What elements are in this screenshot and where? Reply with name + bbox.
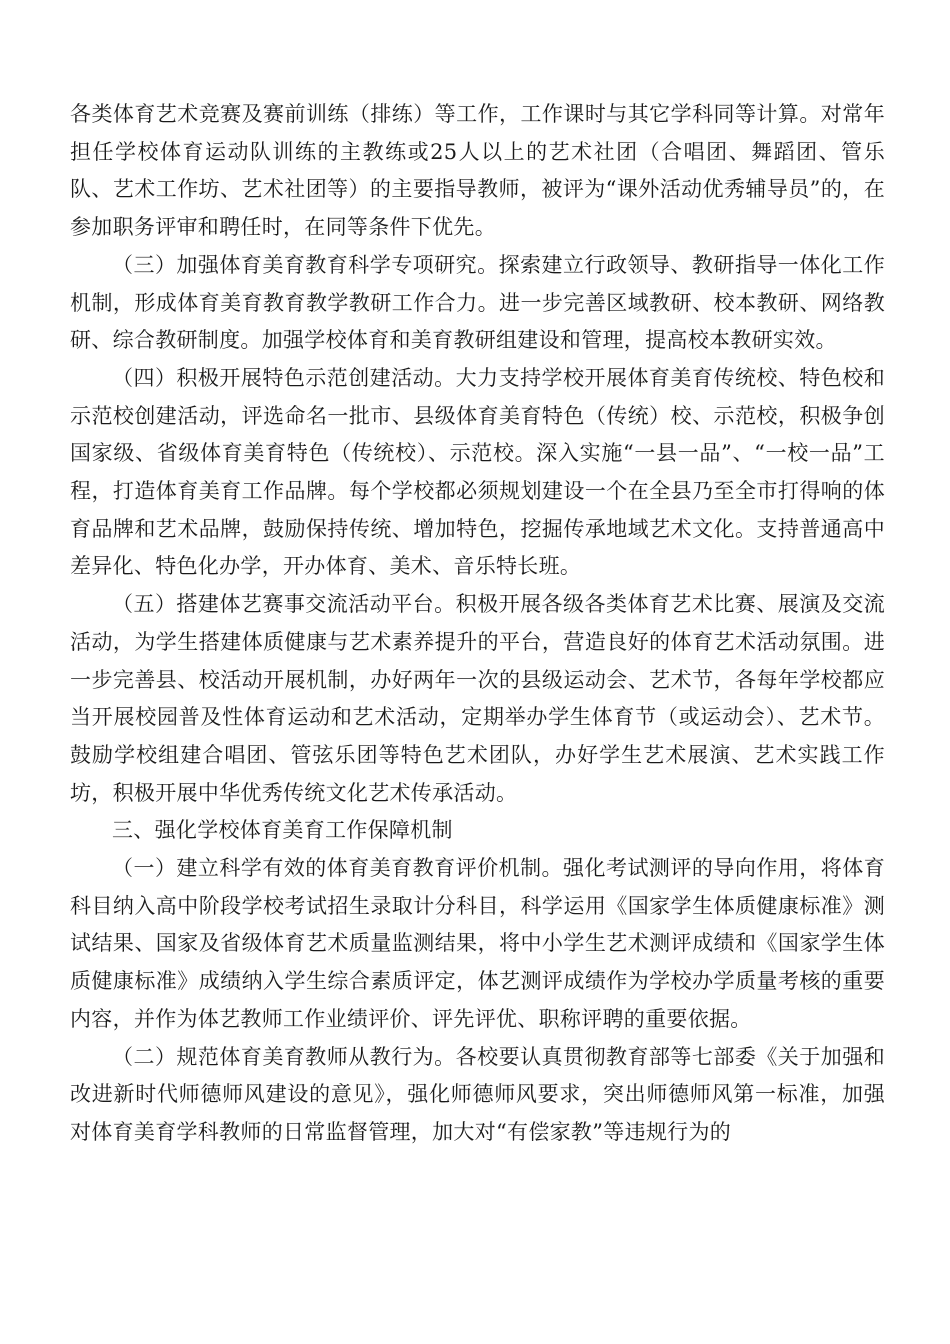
paragraph-subsection-2: （二）规范体育美育教师从教行为。各校要认真贯彻教育部等七部委《关于加强和改进新时代师德师风建设的意见》，强化师德师风要求，突出师德师风第一标准，加强对体育美育学科教师的日常监督管理，加大对“有偿家教”等违规行为的 <box>70 1044 885 1144</box>
section-heading: 三、强化学校体育美育工作保障机制 <box>112 818 453 843</box>
paragraph-section-3: （三）加强体育美育教育科学专项研究。探索建立行政领导、教研指导一体化工作机制，形成体育美育教育教学教研工作合力。进一步完善区域教研、校本教研、网络教研、综合教研制度。加强学校体育和美育教研组建设和管理，提高校本教研实效。 <box>70 252 885 353</box>
paragraph-section-4: （四）积极开展特色示范创建活动。大力支持学校开展体育美育传统校、特色校和示范校创建活动，评选命名一批市、县级体育美育特色（传统）校、示范校，积极争创国家级、省级体育美育特色（传统校）、示范校。深入实施“一县一品”、“一校一品”工程，打造体育美育工作品牌。每个学校都必须规划建设一个在全县乃至全市打得响的体育品牌和艺术品牌，鼓励保持传统、增加特色，挖掘传承地域艺术文化。支持普通高中差异化、特色化办学，开办体育、美术、音乐特长班。 <box>70 365 885 579</box>
paragraph-continuation: 各类体育艺术竞赛及赛前训练（排练）等工作，工作课时与其它学科同等计算。对常年担任学校体育运动队训练的主教练或25人以上的艺术社团（合唱团、舞蹈团、管乐队、艺术工作坊、艺术社团等）的主要指导教师，被评为“课外活动优秀辅导员”的，在参加职务评审和聘任时，在同等条件下优先。 <box>70 102 885 240</box>
document-body <box>70 96 885 1152</box>
paragraph-subsection-1: （一）建立科学有效的体育美育教育评价机制。强化考试测评的导向作用，将体育科目纳入高中阶段学校考试招生录取计分科目，科学运用《国家学生体质健康标准》测试结果、国家及省级体育艺术质量监测结果，将中小学生艺术测评成绩和《国家学生体质健康标准》成绩纳入学生综合素质评定，体艺测评成绩作为学校办学质量考核的重要内容，并作为体艺教师工作业绩评价、评先评优、职称评聘的重要依据。 <box>70 856 885 1031</box>
paragraph-section-5: （五）搭建体艺赛事交流活动平台。积极开展各级各类体育艺术比赛、展演及交流活动，为学生搭建体质健康与艺术素养提升的平台，营造良好的体育艺术活动氛围。进一步完善县、校活动开展机制，办好两年一次的县级运动会、艺术节，各每年学校都应当开展校园普及性体育运动和艺术活动，定期举办学生体育节（或运动会）、艺术节。鼓励学校组建合唱团、管弦乐团等特色艺术团队，办好学生艺术展演、艺术实践工作坊，积极开展中华优秀传统文化艺术传承活动。 <box>70 592 885 805</box>
